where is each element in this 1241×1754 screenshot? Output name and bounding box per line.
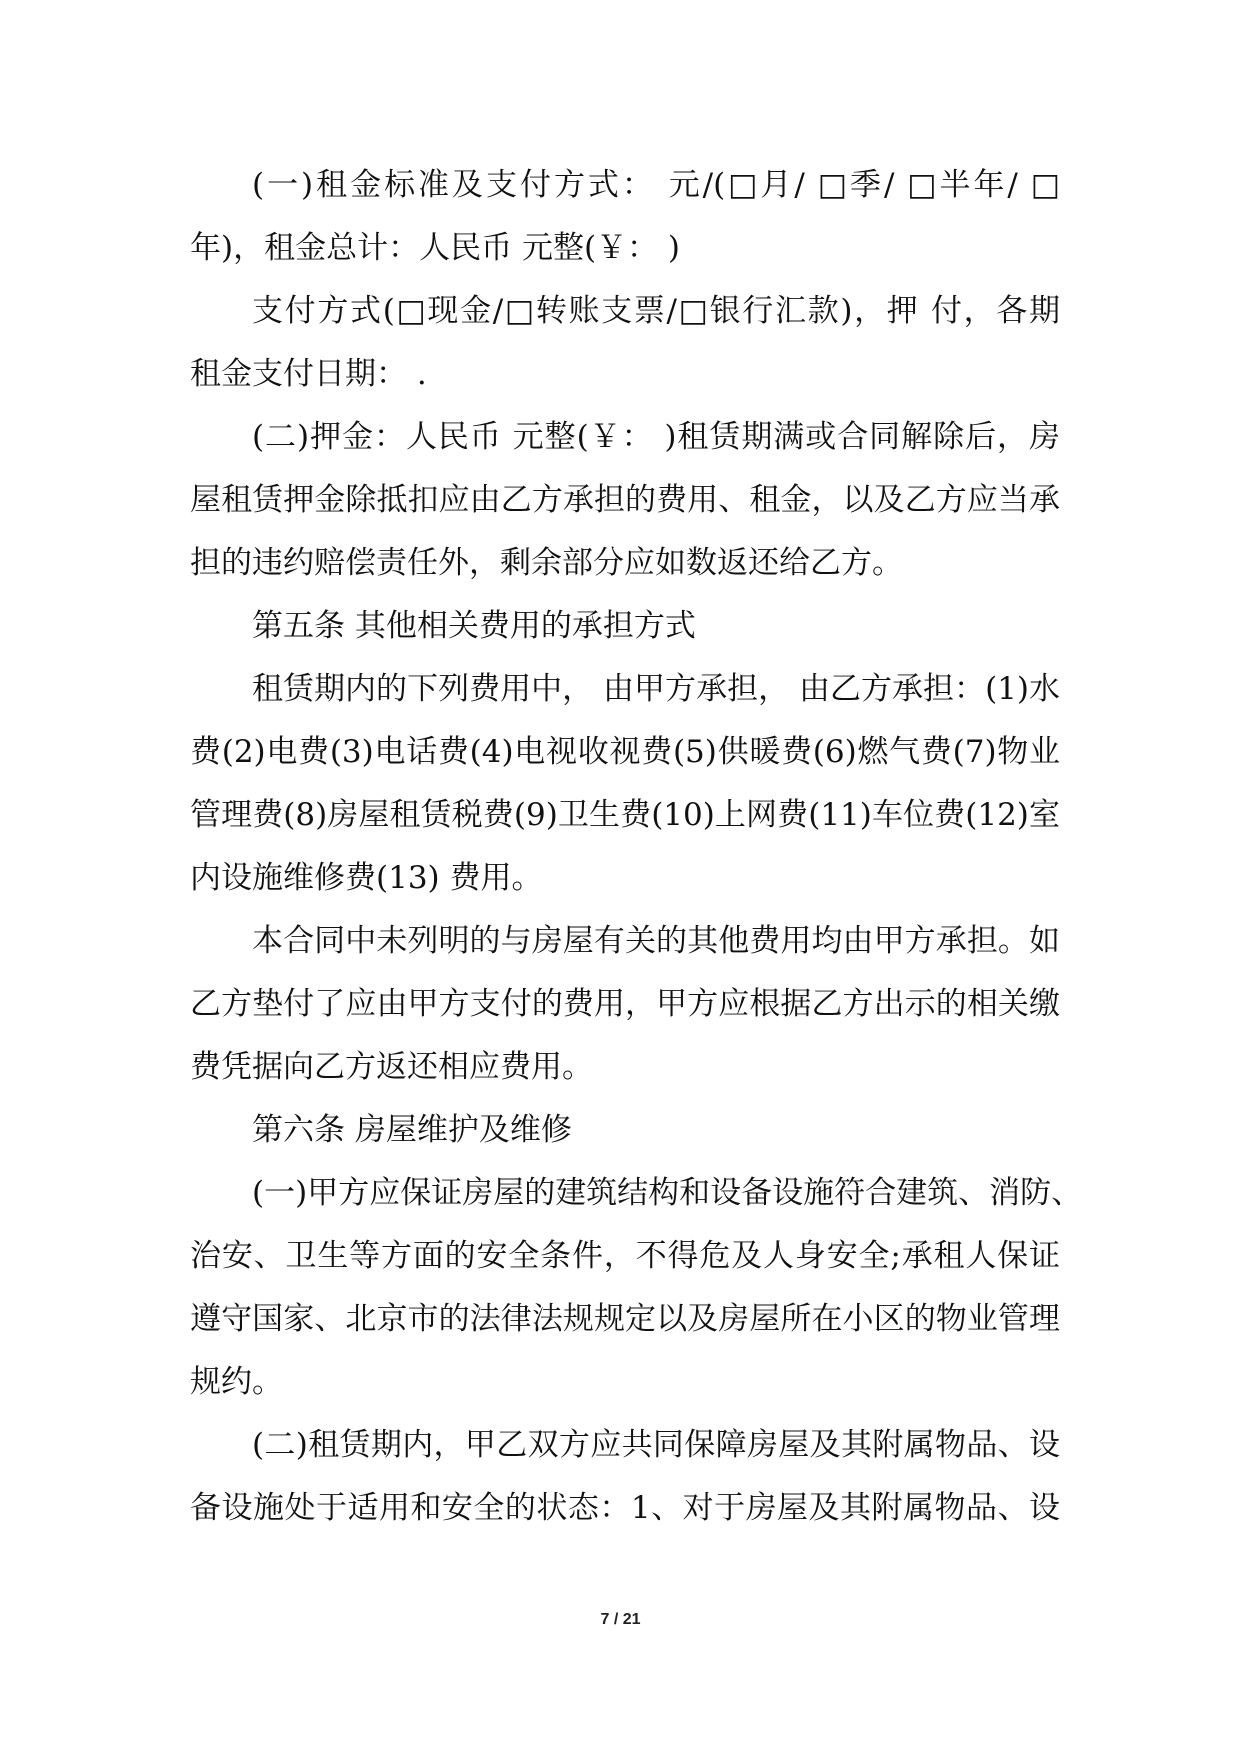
paragraph-line: 内设施维修费(13) 费用。 (190, 860, 543, 896)
paragraph-line: 遵守国家、北京市的法律法规规定以及房屋所在小区的物业管理 (190, 1301, 1060, 1337)
paragraph-line: (二)租赁期内，甲乙双方应共同保障房屋及其附属物品、设 (252, 1427, 1060, 1463)
paragraph-line: 费凭据向乙方返还相应费用。 (190, 1049, 593, 1085)
paragraph-line: 租赁期内的下列费用中， 由甲方承担， 由乙方承担：(1)水 (252, 671, 1060, 707)
paragraph-line: 屋租赁押金除抵扣应由乙方承担的费用、租金，以及乙方应当承 (190, 482, 1060, 518)
paragraph-line: 租金支付日期： . (190, 356, 427, 392)
paragraph-line: 治安、卫生等方面的安全条件，不得危及人身安全;承租人保证 (190, 1238, 1060, 1274)
paragraph-line: 管理费(8)房屋租赁税费(9)卫生费(10)上网费(11)车位费(12)室 (190, 797, 1060, 833)
paragraph-line: 本合同中未列明的与房屋有关的其他费用均由甲方承担。如 (252, 923, 1060, 959)
paragraph-line: (二)押金：人民币 元整(￥： )租赁期满或合同解除后，房 (252, 419, 1060, 455)
paragraph-line: 规约。 (190, 1364, 283, 1400)
paragraph-line: 担的违约赔偿责任外，剩余部分应如数返还给乙方。 (190, 545, 903, 581)
paragraph-line: 备设施处于适用和安全的状态：1、对于房屋及其附属物品、设 (190, 1490, 1060, 1526)
paragraph-line: 年)，租金总计：人民币 元整(￥： ) (190, 230, 680, 266)
section-heading: 第五条 其他相关费用的承担方式 (252, 608, 696, 644)
paragraph-line: (一)甲方应保证房屋的建筑结构和设备设施符合建筑、消防、 (252, 1175, 1083, 1211)
page-number: 7 / 21 (600, 1611, 641, 1628)
paragraph-line: 支付方式(□现金/□转账支票/□银行汇款)，押 付，各期 (252, 293, 1060, 329)
paragraph-line: (一)租金标准及支付方式： 元/(□月/ □季/ □半年/ □ (252, 167, 1060, 203)
paragraph-line: 费(2)电费(3)电话费(4)电视收视费(5)供暖费(6)燃气费(7)物业 (190, 734, 1060, 770)
section-heading: 第六条 房屋维护及维修 (252, 1112, 572, 1148)
paragraph-line: 乙方垫付了应由甲方支付的费用，甲方应根据乙方出示的相关缴 (190, 986, 1060, 1022)
